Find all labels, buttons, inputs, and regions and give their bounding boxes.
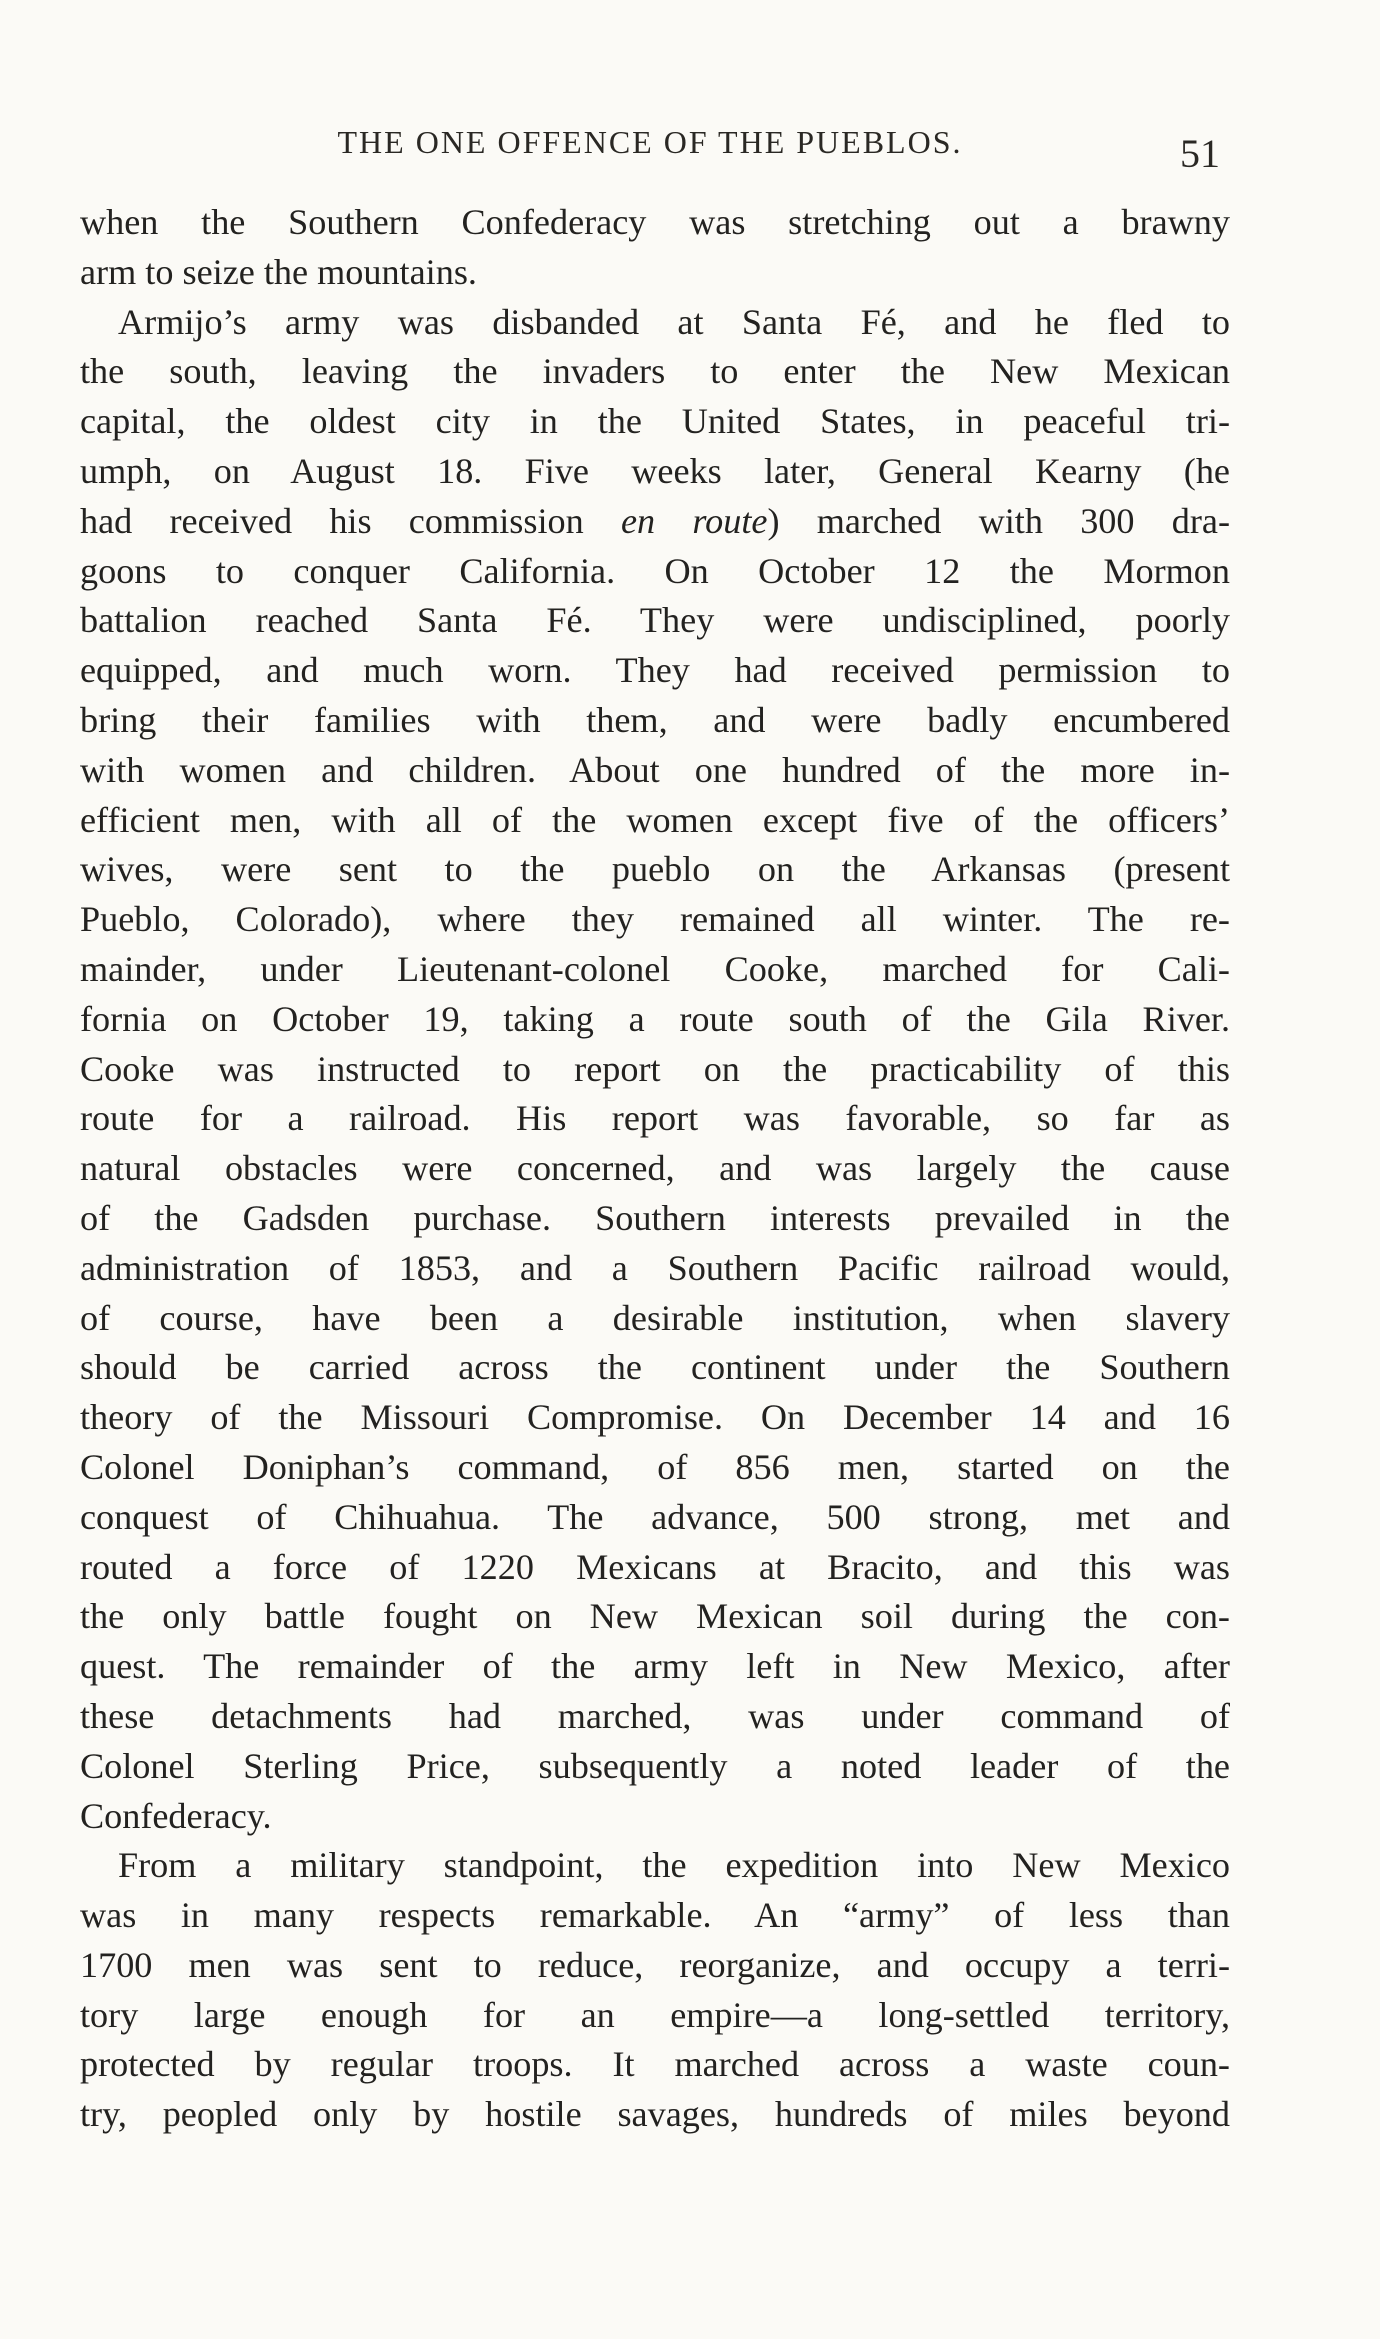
text-line: when the Southern Confederacy was stretching out a brawny <box>80 202 1230 242</box>
page-number: 51 <box>1180 131 1220 176</box>
text-line: 1700 men was sent to reduce, reorganize, and occupy a terri- <box>80 1944 1230 1985</box>
text-line: arm to seize the mountains. <box>80 251 477 292</box>
text-line: should be carried across the continent under the Southern <box>80 1347 1230 1388</box>
text-line: efficient men, with all of the women except five of the officers’ <box>80 799 1230 840</box>
text-line: wives, were sent to the pueblo on the Arkansas (present <box>80 849 1230 890</box>
text-line: equipped, and much worn. They had received permission to <box>80 650 1230 691</box>
text-line: mainder, under Lieutenant-colonel Cooke, marched for Cali- <box>80 948 1230 989</box>
text-line: Colonel Doniphan’s command, of 856 men, started on the <box>80 1446 1230 1487</box>
text-line: route for a railroad. His report was favorable, so far as <box>80 1098 1230 1139</box>
text-line: the south, leaving the invaders to enter the New Mexican <box>80 351 1230 392</box>
text-line: From a military standpoint, the expedition into New Mexico <box>118 1845 1230 1886</box>
text-line: bring their families with them, and were badly encumbered <box>80 699 1230 740</box>
text-line: of course, have been a desirable institution, when slavery <box>80 1297 1230 1338</box>
text-line: conquest of Chihuahua. The advance, 500 strong, met and <box>80 1496 1230 1537</box>
text-line: these detachments had marched, was under command of <box>80 1695 1230 1736</box>
body-text <box>80 198 1230 2238</box>
text-line: tory large enough for an empire—a long-settled territory, <box>80 1994 1230 2035</box>
text-line: Cooke was instructed to report on the practicability of this <box>80 1048 1230 1089</box>
text-line: of the Gadsden purchase. Southern interests prevailed in the <box>80 1197 1230 1238</box>
text-line: Confederacy. <box>80 1795 272 1836</box>
text-line: with women and children. About one hundred of the more in- <box>80 749 1230 790</box>
text-line: Pueblo, Colorado), where they remained all winter. The re- <box>80 899 1230 940</box>
text-line: Armijo’s army was disbanded at Santa Fé, and he fled to <box>118 301 1230 342</box>
running-head <box>80 118 1220 178</box>
text-line: was in many respects remarkable. An “army” of less than <box>80 1895 1230 1936</box>
text-line: protected by regular troops. It marched across a waste coun- <box>80 2044 1230 2085</box>
running-title: THE ONE OFFENCE OF THE PUEBLOS. <box>337 124 963 160</box>
text-line: routed a force of 1220 Mexicans at Bracito, and this was <box>80 1546 1230 1587</box>
text-line: the only battle fought on New Mexican soil during the con- <box>80 1596 1230 1637</box>
text-line: battalion reached Santa Fé. They were undisciplined, poorly <box>80 600 1230 641</box>
text-line: capital, the oldest city in the United States, in peaceful tri- <box>80 401 1230 442</box>
text-line: administration of 1853, and a Southern Pacific railroad would, <box>80 1247 1230 1288</box>
text-line: fornia on October 19, taking a route south of the Gila River. <box>80 998 1230 1039</box>
text-line: goons to conquer California. On October 12 the Mormon <box>80 550 1230 591</box>
text-line: quest. The remainder of the army left in New Mexico, after <box>80 1646 1230 1687</box>
text-line: natural obstacles were concerned, and was largely the cause <box>80 1148 1230 1189</box>
text-line: umph, on August 18. Five weeks later, General Kearny (he <box>80 450 1230 491</box>
text-line: theory of the Missouri Compromise. On December 14 and 16 <box>80 1397 1230 1438</box>
text-line: try, peopled only by hostile savages, hundreds of miles beyond <box>80 2094 1230 2135</box>
text-line: had received his commission en route) marched with 300 dra- <box>80 500 1230 541</box>
text-line: Colonel Sterling Price, subsequently a noted leader of the <box>80 1745 1230 1786</box>
